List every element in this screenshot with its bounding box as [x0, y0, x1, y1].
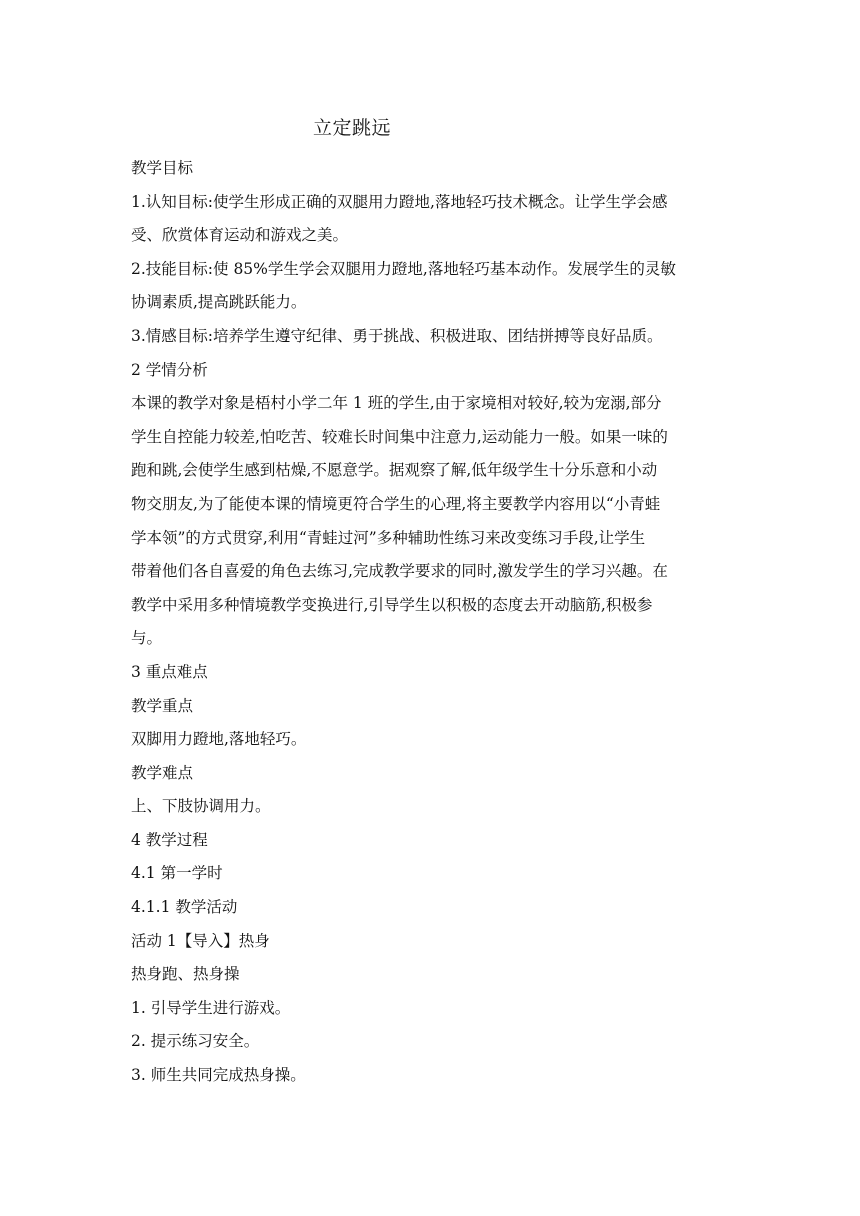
paragraph-line: 协调素质,提高跳跃能力。: [131, 293, 307, 312]
paragraph-line: 物交朋友,为了能使本课的情境更符合学生的心理,将主要教学内容用以“小青蛙: [131, 494, 661, 513]
paragraph-line: 1.认知目标:使学生形成正确的双腿用力蹬地,落地轻巧技术概念。让学生学会感: [131, 192, 668, 211]
paragraph-line: 3.情感目标:培养学生遵守纪律、勇于挑战、积极进取、团结拼搏等良好品质。: [131, 326, 663, 345]
paragraph-line: 热身跑、热身操: [131, 965, 240, 984]
section-heading-key-points: 3 重点难点: [131, 662, 208, 681]
paragraph-line: 受、欣赏体育运动和游戏之美。: [131, 226, 349, 245]
paragraph-line: 带着他们各自喜爱的角色去练习,完成教学要求的同时,激发学生的学习兴趣。在: [131, 562, 668, 581]
subheading-teaching-difficulty: 教学难点: [131, 763, 194, 782]
section-heading-teaching-process: 4 教学过程: [131, 830, 208, 849]
document-body: [131, 152, 731, 1093]
subheading-teaching-activity: 4.1.1 教学活动: [131, 898, 238, 917]
paragraph-line: 上、下肢协调用力。: [131, 797, 271, 816]
section-heading-student-analysis: 2 学情分析: [131, 360, 208, 379]
paragraph-line: 学生自控能力较差,怕吃苦、较难长时间集中注意力,运动能力一般。如果一味的: [131, 427, 668, 446]
section-heading-teaching-goals: 教学目标: [131, 159, 194, 177]
subheading-teaching-focus: 教学重点: [131, 696, 194, 715]
paragraph-line: 双脚用力蹬地,落地轻巧。: [131, 730, 307, 749]
paragraph-line: 2.技能目标:使 85%学生学会双腿用力蹬地,落地轻巧基本动作。发展学生的灵敏: [131, 259, 676, 278]
document-title: 立定跳远: [313, 117, 392, 139]
subheading-first-period: 4.1 第一学时: [131, 864, 223, 883]
paragraph-line: 教学中采用多种情境教学变换进行,引导学生以积极的态度去开动脑筋,积极参: [131, 595, 653, 614]
paragraph-line: 本课的教学对象是梧村小学二年 1 班的学生,由于家境相对较好,较为宠溺,部分: [131, 394, 662, 413]
list-item: 3. 师生共同完成热身操。: [131, 1066, 306, 1085]
list-item: 1. 引导学生进行游戏。: [131, 998, 291, 1017]
activity-heading: 活动 1【导入】热身: [131, 931, 270, 950]
paragraph-line: 学本领”的方式贯穿,利用“青蛙过河”多种辅助性练习来改变练习手段,让学生: [131, 528, 646, 547]
paragraph-line: 与。: [131, 629, 163, 648]
paragraph-line: 跑和跳,会使学生感到枯燥,不愿意学。据观察了解,低年级学生十分乐意和小动: [131, 461, 658, 480]
list-item: 2. 提示练习安全。: [131, 1032, 260, 1051]
